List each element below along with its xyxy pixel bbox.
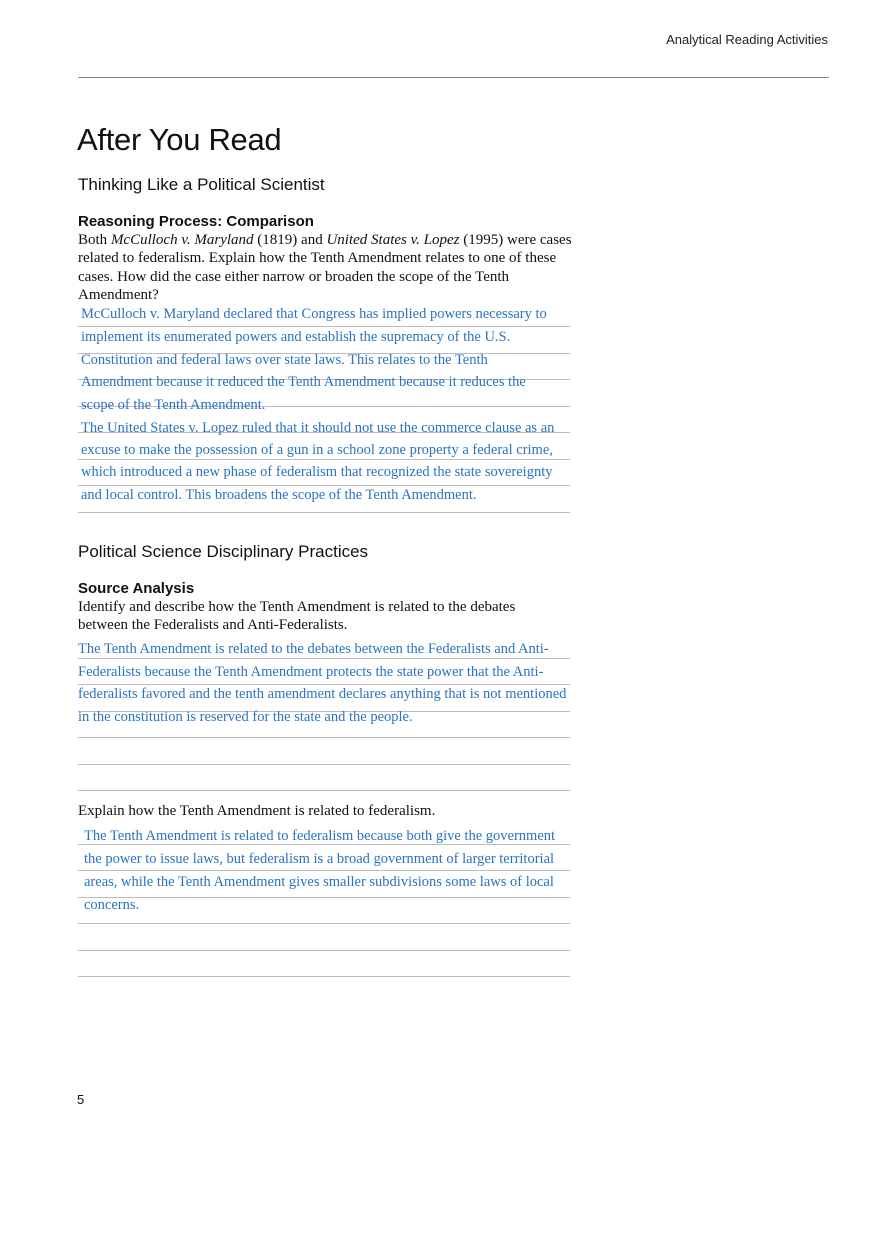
handwritten-answer-line: areas, while the Tenth Amendment gives smaller subdivisions some laws of local (84, 874, 554, 890)
handwritten-answer-line: federalists favored and the tenth amendment declares anything that is not mentioned (78, 686, 567, 702)
answer-line (78, 790, 570, 791)
question-prompt-comparison: Both McCulloch v. Maryland (1819) and United States v. Lopez (1995) were cases related to federalism. Explain how the Tenth Amendment relates to one of these cases. How did the case either narrow or broaden the scope of the Tenth Amendment? (78, 232, 572, 303)
handwritten-answer-line: The Tenth Amendment is related to the debates between the Federalists and Anti- (78, 641, 549, 657)
handwritten-answer-line: implement its enumerated powers and establish the supremacy of the U.S. (81, 329, 511, 345)
question-prompt-federalism: Explain how the Tenth Amendment is related to federalism. (78, 803, 436, 819)
answer-line (78, 764, 570, 765)
answer-line (78, 459, 570, 460)
answer-line (78, 485, 570, 486)
answer-line (78, 870, 570, 871)
header-divider (78, 77, 829, 78)
handwritten-answer-line: McCulloch v. Maryland declared that Congress has implied powers necessary to (81, 306, 547, 322)
subheading-source-analysis: Source Analysis (78, 580, 195, 597)
handwritten-answer-line: which introduced a new phase of federalism that recognized the state sovereignty (81, 464, 553, 480)
page-title: After You Read (77, 122, 282, 157)
answer-line (78, 658, 570, 659)
section-heading-disciplinary-practices: Political Science Disciplinary Practices (78, 542, 369, 561)
answer-line (78, 897, 570, 898)
answer-line (78, 684, 570, 685)
handwritten-answer-line: Amendment because it reduced the Tenth Amendment because it reduces the (81, 374, 526, 390)
question-prompt-source-analysis: Identify and describe how the Tenth Amendment is related to the debates between the Federalists and Anti-Federalists. (78, 599, 516, 634)
handwritten-answer-line: Federalists because the Tenth Amendment protects the state power that the Anti- (78, 664, 544, 680)
case-name-mcculloch: McCulloch v. Maryland (110, 232, 254, 248)
handwritten-answer-line: excuse to make the possession of a gun in a school zone property a federal crime, (81, 442, 553, 458)
answer-line (78, 923, 570, 924)
answer-line (78, 737, 570, 738)
handwritten-answer-line: scope of the Tenth Amendment. (81, 397, 266, 413)
handwritten-answer-line: in the constitution is reserved for the state and the people. (78, 709, 413, 725)
handwritten-answer-line: concerns. (84, 897, 140, 913)
answer-line (78, 326, 570, 327)
answer-line (78, 950, 570, 951)
case-name-lopez: United States v. Lopez (326, 232, 460, 248)
handwritten-answer-line: The United States v. Lopez ruled that it should not use the commerce clause as an (81, 420, 555, 436)
answer-line (78, 976, 570, 977)
handwritten-answer-line: the power to issue laws, but federalism is a broad government of larger territorial (84, 851, 555, 867)
subheading-reasoning-process: Reasoning Process: Comparison (78, 213, 314, 230)
handwritten-answer-line: and local control. This broadens the scope of the Tenth Amendment. (81, 487, 477, 503)
answer-line (78, 512, 570, 513)
handwritten-answer-line: Constitution and federal laws over state laws. This relates to the Tenth (81, 352, 488, 368)
running-header: Analytical Reading Activities (666, 32, 828, 47)
handwritten-answer-line: The Tenth Amendment is related to federalism because both give the government (84, 828, 556, 844)
section-heading-thinking: Thinking Like a Political Scientist (78, 175, 325, 194)
page-number: 5 (77, 1092, 85, 1107)
